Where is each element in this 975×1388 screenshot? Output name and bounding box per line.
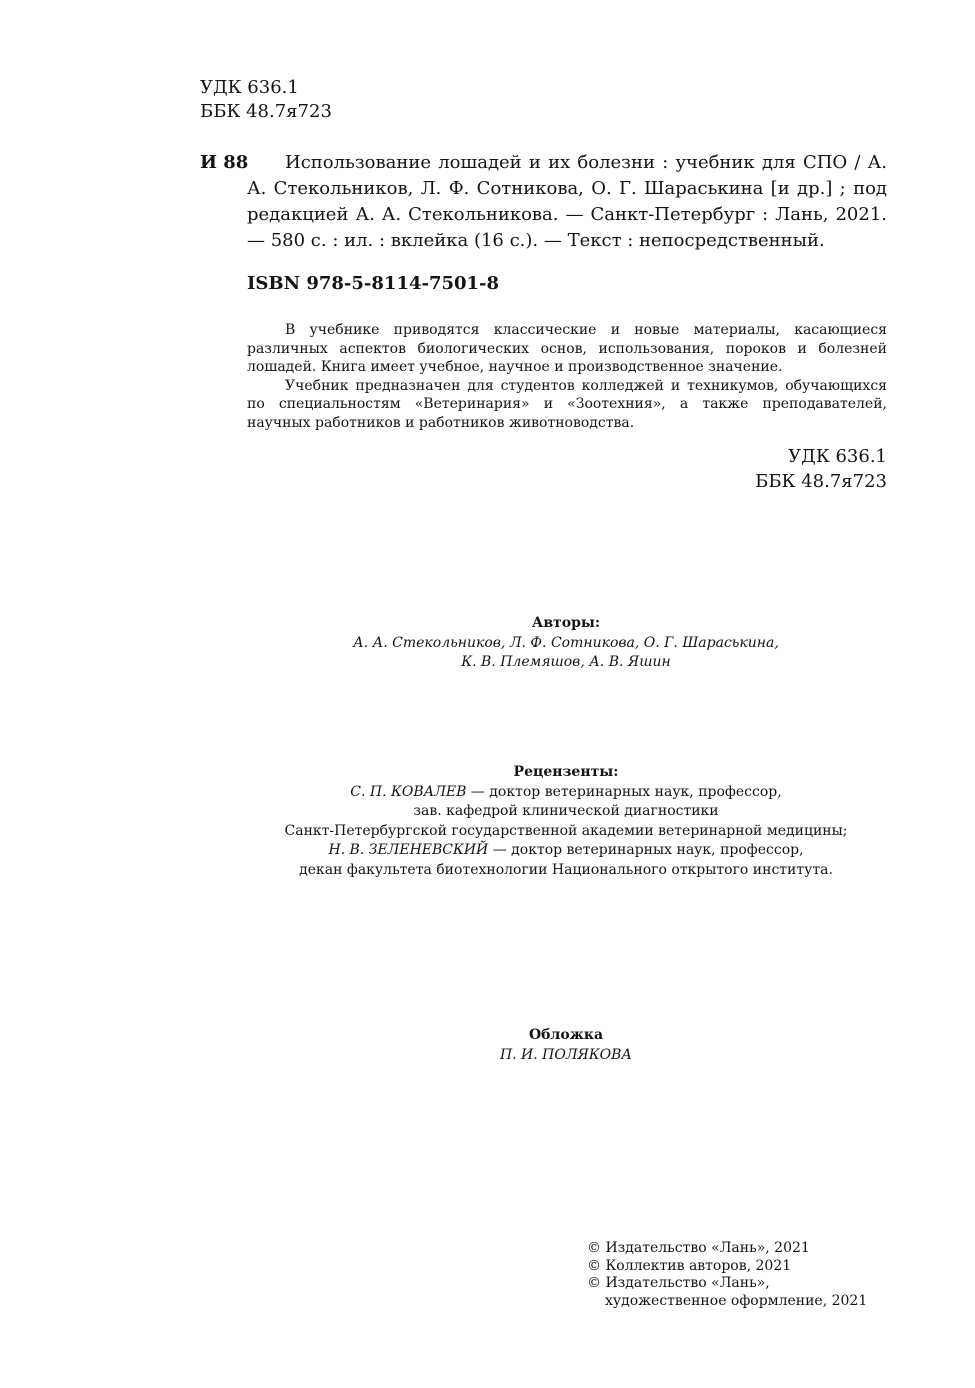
authors-section (200, 614, 932, 673)
reviewers-heading: Рецензенты: (513, 764, 619, 780)
copyright-line: © Издательство «Лань», (587, 1275, 770, 1291)
udk-bbk-header (200, 76, 332, 124)
reviewer-line: Санкт-Петербургской государственной академии ветеринарной медицины; (284, 822, 848, 839)
annotation (247, 321, 887, 432)
reviewer-name: Н. В. ЗЕЛЕНЕВСКИЙ (328, 842, 489, 858)
reviewer-name: С. П. КОВАЛЕВ (350, 783, 467, 800)
reviewer-line: зав. кафедрой клинической диагностики (413, 803, 719, 819)
bibliographic-description: Использование лошадей и их болезни : учебник для СПО / А. А. Стекольников, Л. Ф. Сотникова, О. Г. Шараськина [и др.] ; под редакцией А. А. Стекольникова. — Санкт-Петербург : Лань, 2021. — 580 с. : ил. : вклейка (16 с.). — Текст : непосредственный. (247, 152, 887, 251)
reviewer-line (200, 783, 932, 803)
authors-heading: Авторы: (531, 615, 601, 631)
reviewer-line (200, 841, 932, 861)
reviewer-title: — доктор ветеринарных наук, профессор, (488, 842, 804, 858)
author-mark: И 88 (200, 152, 249, 173)
udk-code: УДК 636.1 (788, 446, 887, 467)
isbn: ISBN 978-5-8114-7501-8 (247, 273, 500, 294)
authors-line: А. А. Стекольников, Л. Ф. Сотникова, О. Г. Шараськина, (353, 634, 779, 651)
annotation-paragraph-1: В учебнике приводятся классические и новые материалы, касающиеся различных аспектов биологических основ, использования, пороков и болезней лошадей. Книга имеет учебное, научное и производственное значение. (247, 322, 887, 375)
cover-heading: Обложка (528, 1027, 604, 1043)
reviewers-section (200, 763, 932, 880)
cover-section (200, 1026, 932, 1065)
udk-bbk-footer (755, 444, 887, 494)
cover-designer: П. И. ПОЛЯКОВА (499, 1046, 633, 1063)
copyright-line: © Коллектив авторов, 2021 (587, 1257, 792, 1274)
annotation-paragraph-2: Учебник предназначен для студентов колледжей и техникумов, обучающихся по специальностям «Ветеринария» и «Зоотехния», а также преподавателей, научных работников и работников животноводства. (247, 377, 887, 431)
reviewer-line: декан факультета биотехнологии Национального открытого института. (299, 861, 833, 878)
bbk-code: ББК 48.7я723 (755, 471, 887, 492)
copyright-line: художественное оформление, 2021 (605, 1292, 868, 1309)
authors-line: К. В. Племяшов, А. В. Яшин (461, 654, 671, 670)
bbk-code: ББК 48.7я723 (200, 101, 332, 122)
copyright-line: © Издательство «Лань», 2021 (587, 1240, 810, 1256)
udk-code: УДК 636.1 (200, 77, 299, 98)
copyright-block (587, 1240, 867, 1310)
reviewer-title: — доктор ветеринарных наук, профессор, (466, 783, 782, 800)
